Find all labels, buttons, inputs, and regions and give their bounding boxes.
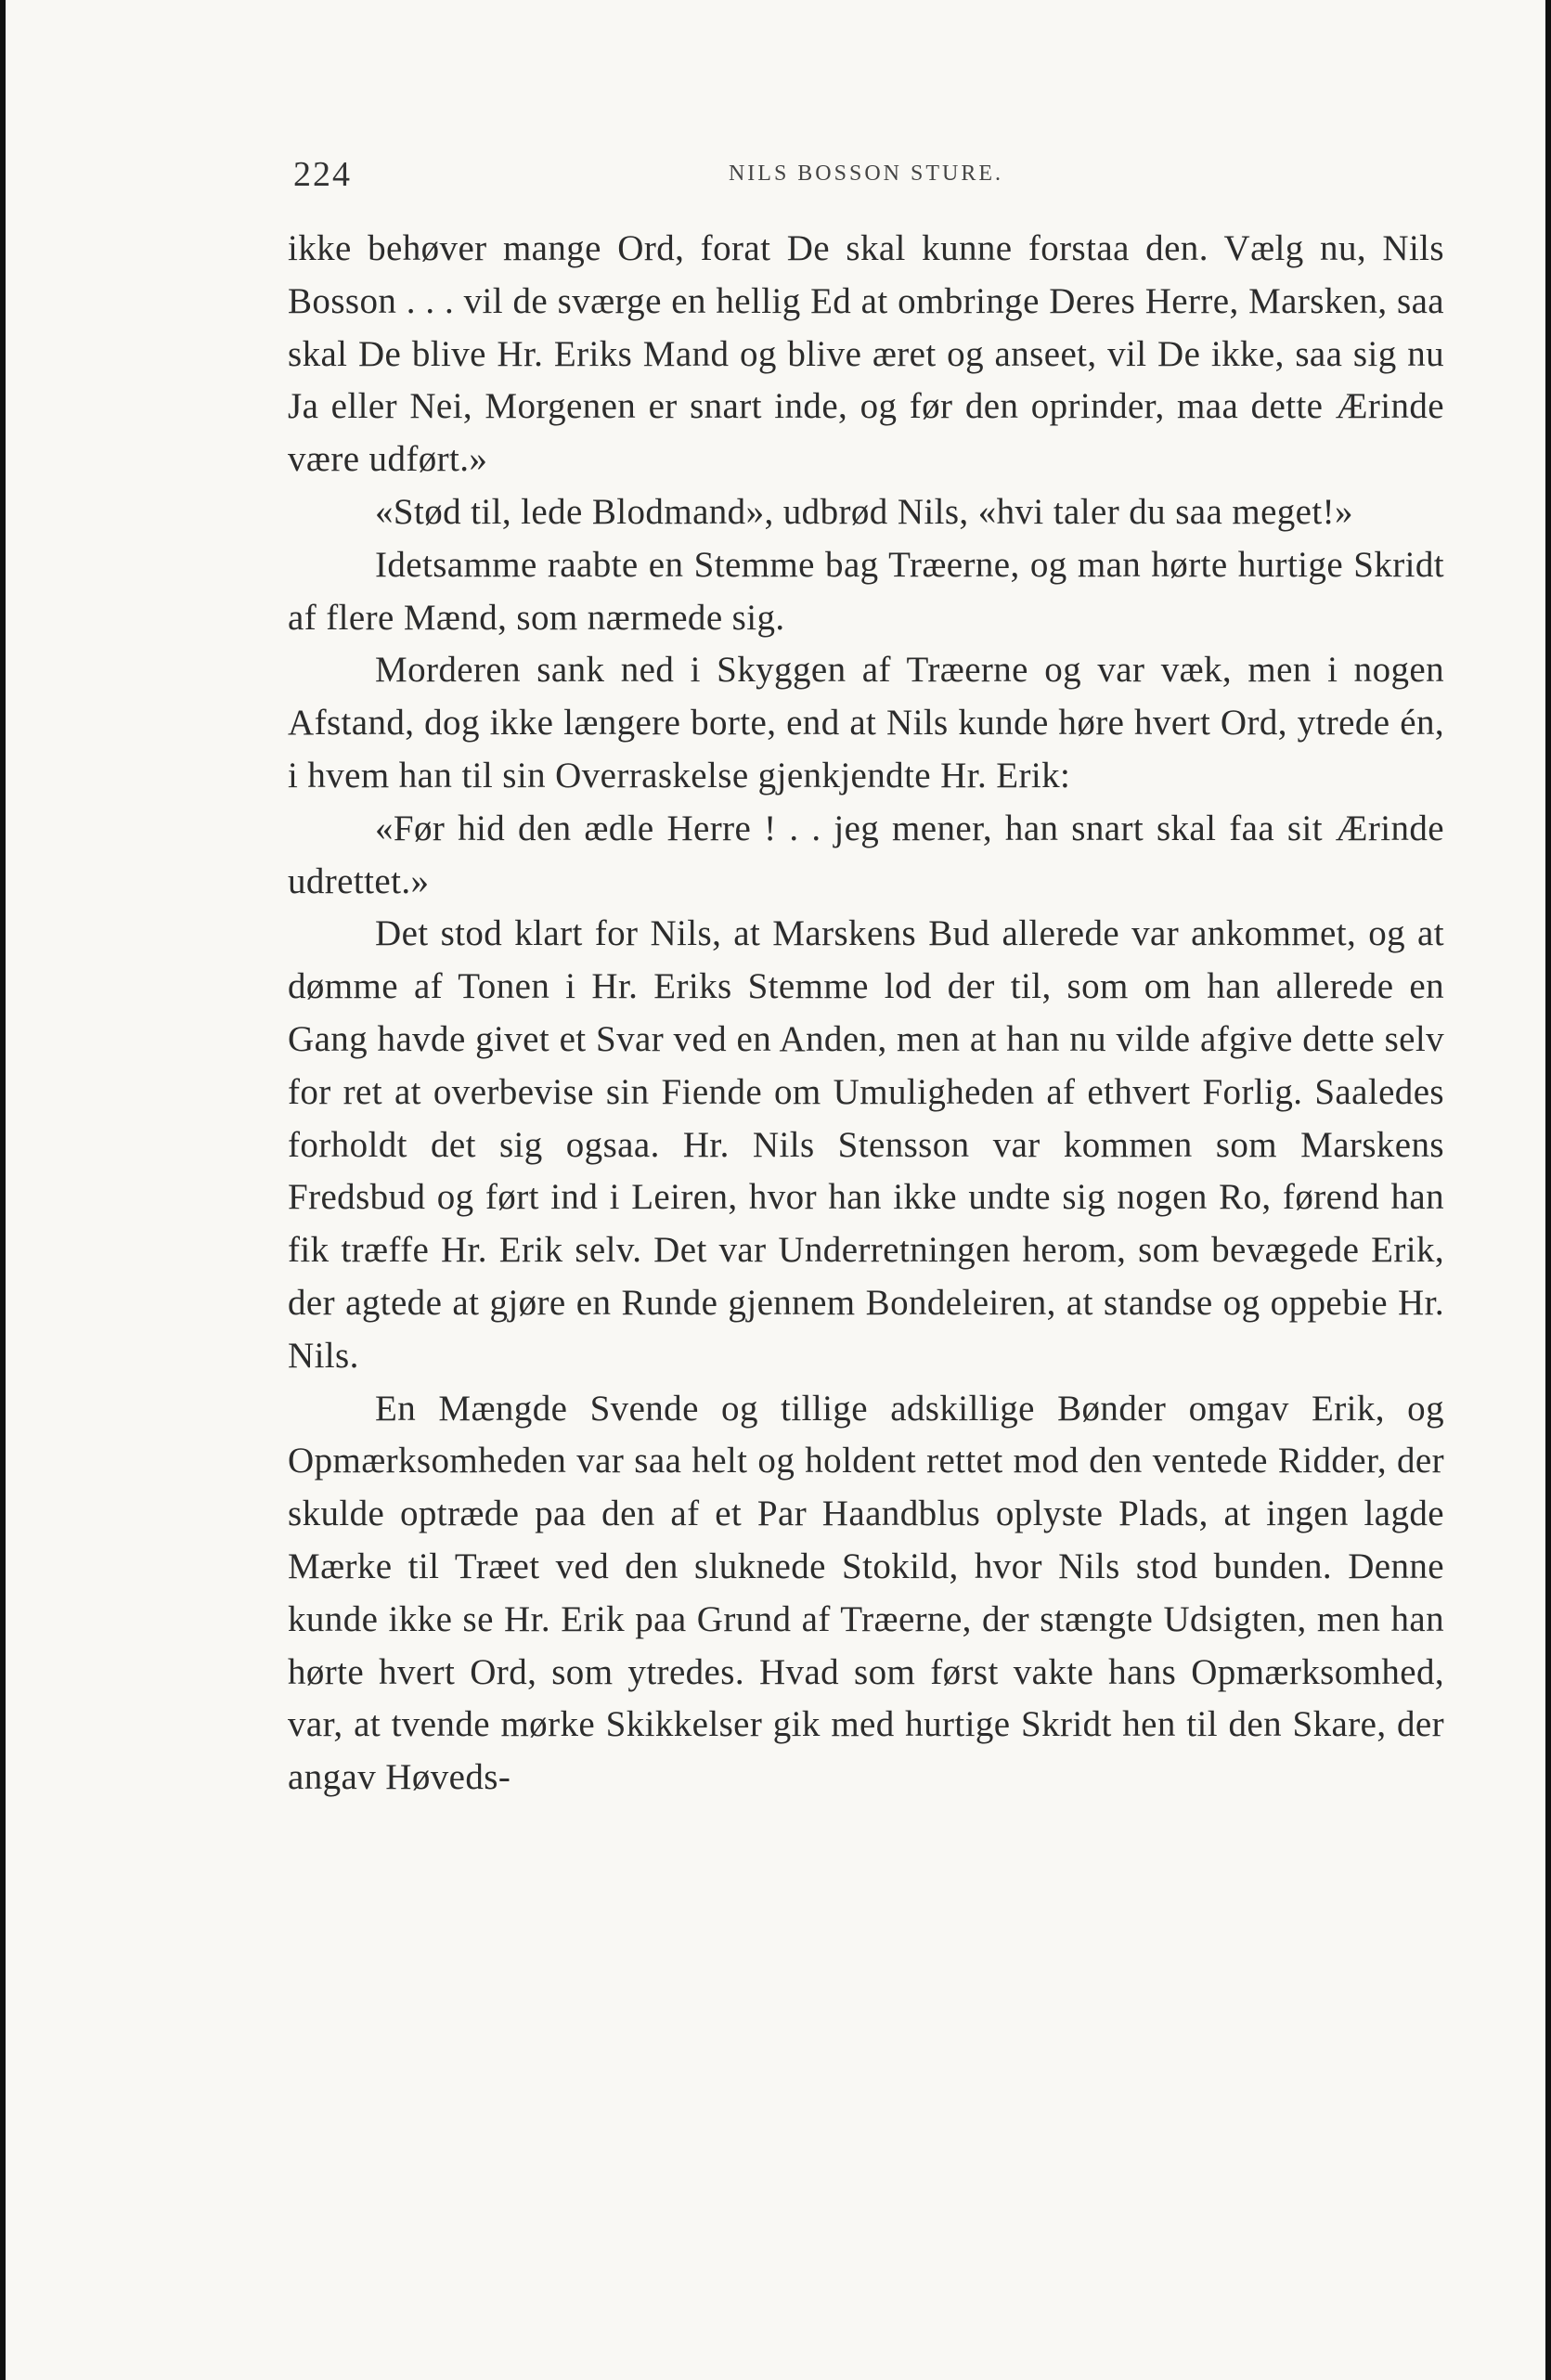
scan-border-right bbox=[1545, 0, 1551, 2380]
paragraph: Morderen sank ned i Skyggen af Træerne og var væk, men i nogen Afstand, dog ikke længere borte, end at Nils kunde høre hvert Ord, ytrede én, i hvem han til sin Overraskelse gjenkjendte Hr. Erik: bbox=[288, 650, 1444, 795]
paragraph: Det stod klart for Nils, at Marskens Bud allerede var ankommet, og at dømme af Tonen i Hr. Eriks Stemme lod der til, som om han allerede en Gang havde givet et Svar ved en Anden, men at han nu vilde afgive dette selv for ret at overbevise sin Fiende om Umuligheden af ethvert Forlig. Saaledes forholdt det sig ogsaa. Hr. Nils Stensson var kommen som Marskens Fredsbud og ført ind i Leiren, hvor han ikke undte sig nogen Ro, førend han fik træffe Hr. Erik selv. Det var Underretningen herom, som bevægede Erik, der agtede at gjøre en Runde gjennem Bondeleiren, at standse og oppebie Hr. Nils. bbox=[288, 913, 1444, 1376]
paragraph: Idetsamme raabte en Stemme bag Træerne, og man hørte hurtige Skridt af flere Mænd, som nærmede sig. bbox=[288, 544, 1444, 638]
paragraph: «Stød til, lede Blodmand», udbrød Nils, «hvi taler du saa meget!» bbox=[375, 491, 1353, 532]
running-title: NILS BOSSON STURE. bbox=[728, 162, 1004, 186]
paragraph: En Mængde Svende og tillige adskillige Bønder omgav Erik, og Opmærksomheden var saa helt og holdent rettet mod den ventede Ridder, der skulde optræde paa den af et Par Haandblus oplyste Plads, at ingen lagde Mærke til Træet ved den sluknede Stokild, hvor Nils stod bunden. Denne kunde ikke se Hr. Erik paa Grund af Træerne, der stængte Udsigten, men han hørte hvert Ord, som ytredes. Hvad som først vakte hans Opmærksomhed, var, at tvende mørke Skikkelser gik med hurtige Skridt hen til den Skare, der angav Høveds- bbox=[288, 1388, 1444, 1798]
paragraph: «Før hid den ædle Herre ! . . jeg mener, han snart skal faa sit Ærinde udrettet.» bbox=[288, 808, 1444, 901]
page-number: 224 bbox=[293, 155, 352, 194]
body-text bbox=[288, 223, 1444, 1804]
running-header bbox=[293, 154, 1439, 200]
paragraph-continuation: ikke behøver mange Ord, forat De skal kunne forstaa den. Vælg nu, Nils Bosson . . . vil de sværge en hellig Ed at ombringe Deres Herre, Marsken, saa skal De blive Hr. Eriks Mand og blive æret og anseet, vil De ikke, saa sig nu Ja eller Nei, Morgenen er snart inde, og før den oprinder, maa dette Ærinde være udført.» bbox=[288, 228, 1444, 480]
